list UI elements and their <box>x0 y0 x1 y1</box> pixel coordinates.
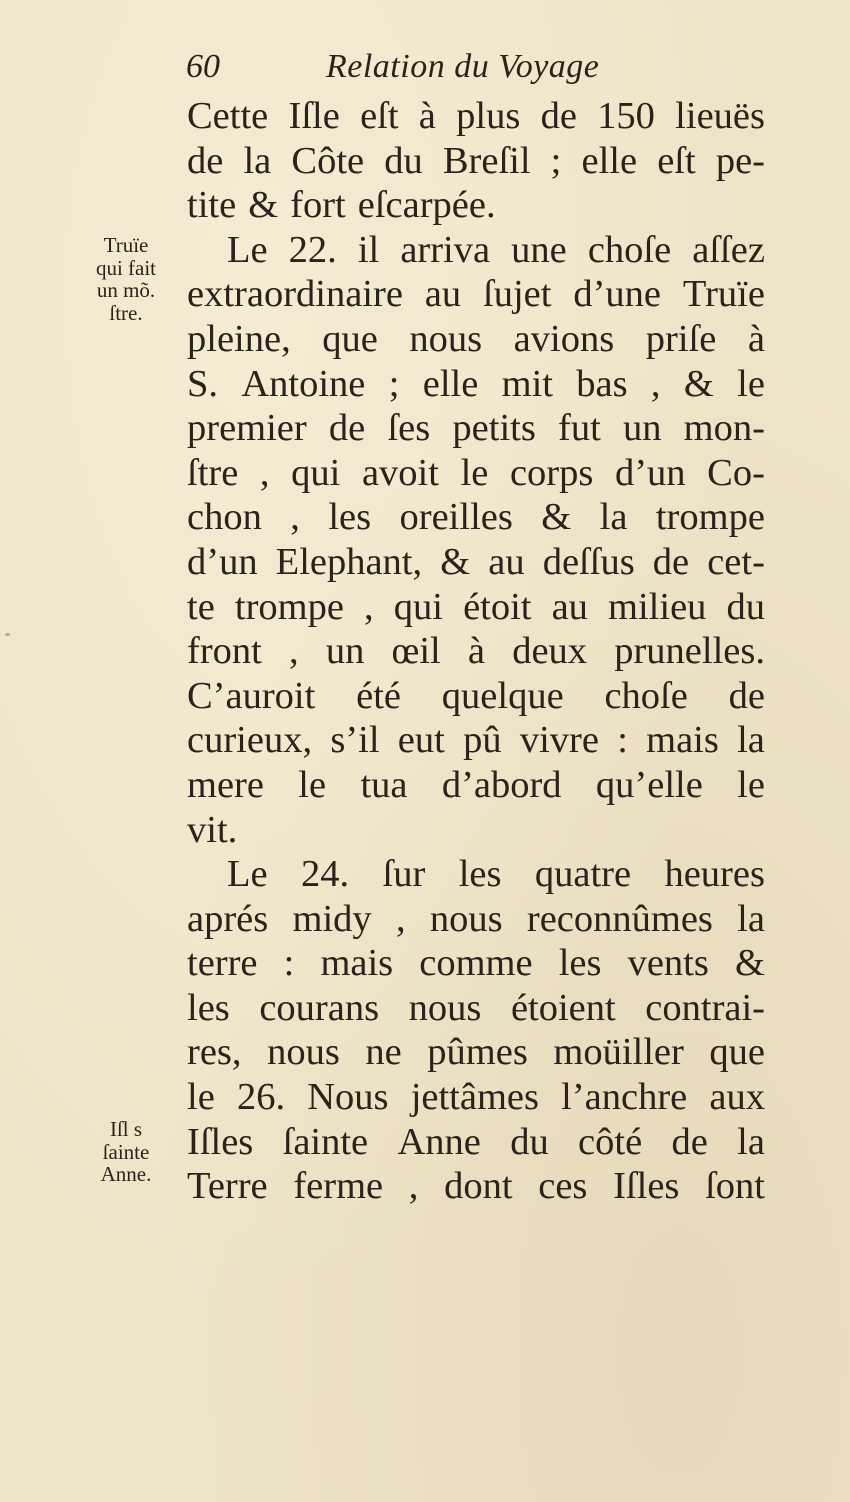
text-line: vit. <box>187 808 238 851</box>
text-line: curieux, s’il eut pû vivre : mais la <box>187 719 765 762</box>
margin-note-line: ſainte <box>102 1139 150 1164</box>
margin-note-line: qui fait <box>95 255 157 280</box>
text-line: ſtre , qui avoit le corps d’un Co- <box>187 451 765 494</box>
text-line: mere le tua d’abord qu’elle le <box>187 763 765 806</box>
text-line: Iſles ſainte Anne du côté de la <box>187 1120 765 1163</box>
text-line: pleine, que nous avions priſe à <box>187 317 765 360</box>
text-line: Le 24. ſur les quatre heures <box>227 853 765 896</box>
margin-note-line: ſtre. <box>109 300 143 325</box>
text-line: chon , les oreilles & la trompe <box>187 496 765 539</box>
text-line: premier de ſes petits fut un mon- <box>187 407 765 450</box>
text-line: Le 22. il arriva une choſe aſſez <box>227 228 765 271</box>
margin-note-line: Iſl s <box>109 1117 143 1141</box>
text-line: front , un œil à deux prunelles. <box>187 630 765 673</box>
text-line: Terre ferme , dont ces Iſles ſont <box>187 1165 765 1208</box>
text-line: te trompe , qui étoit au milieu du <box>187 585 765 628</box>
margin-note-isles <box>76 1118 176 1186</box>
text-line: le 26. Nous jettâmes l’anchre aux <box>187 1076 765 1119</box>
text-line: Cette Iſle eſt à plus de 150 lieuës <box>187 95 765 137</box>
page-number: 60 <box>186 48 220 85</box>
margin-note-truie <box>76 234 176 324</box>
margin-note-line: Truïe <box>103 233 149 257</box>
text-line: d’un Elephant, & au deſſus de cet- <box>187 540 765 583</box>
text-line: extraordinaire au ſujet d’une Truïe <box>187 273 765 316</box>
body-text <box>187 94 765 1209</box>
text-line: terre : mais comme les vents & <box>187 942 765 985</box>
margin-note-line: un mõ. <box>96 278 156 302</box>
text-line: S. Antoine ; elle mit bas , & le <box>187 362 765 405</box>
text-line: de la Côte du Breſil ; elle eſt pe- <box>187 139 765 182</box>
paper-speck <box>5 633 10 636</box>
margin-note-line: Anne. <box>100 1162 152 1186</box>
text-line: les courans nous étoient contrai- <box>187 986 765 1029</box>
running-title: Relation du Voyage <box>326 48 600 85</box>
text-line: C’auroit été quelque choſe de <box>187 674 765 717</box>
text-line: res, nous ne pûmes moüiller que <box>187 1031 765 1074</box>
page-header <box>186 48 636 92</box>
text-line: tite & fort eſcarpée. <box>187 184 496 227</box>
text-line: aprés midy , nous reconnûmes la <box>187 897 765 940</box>
